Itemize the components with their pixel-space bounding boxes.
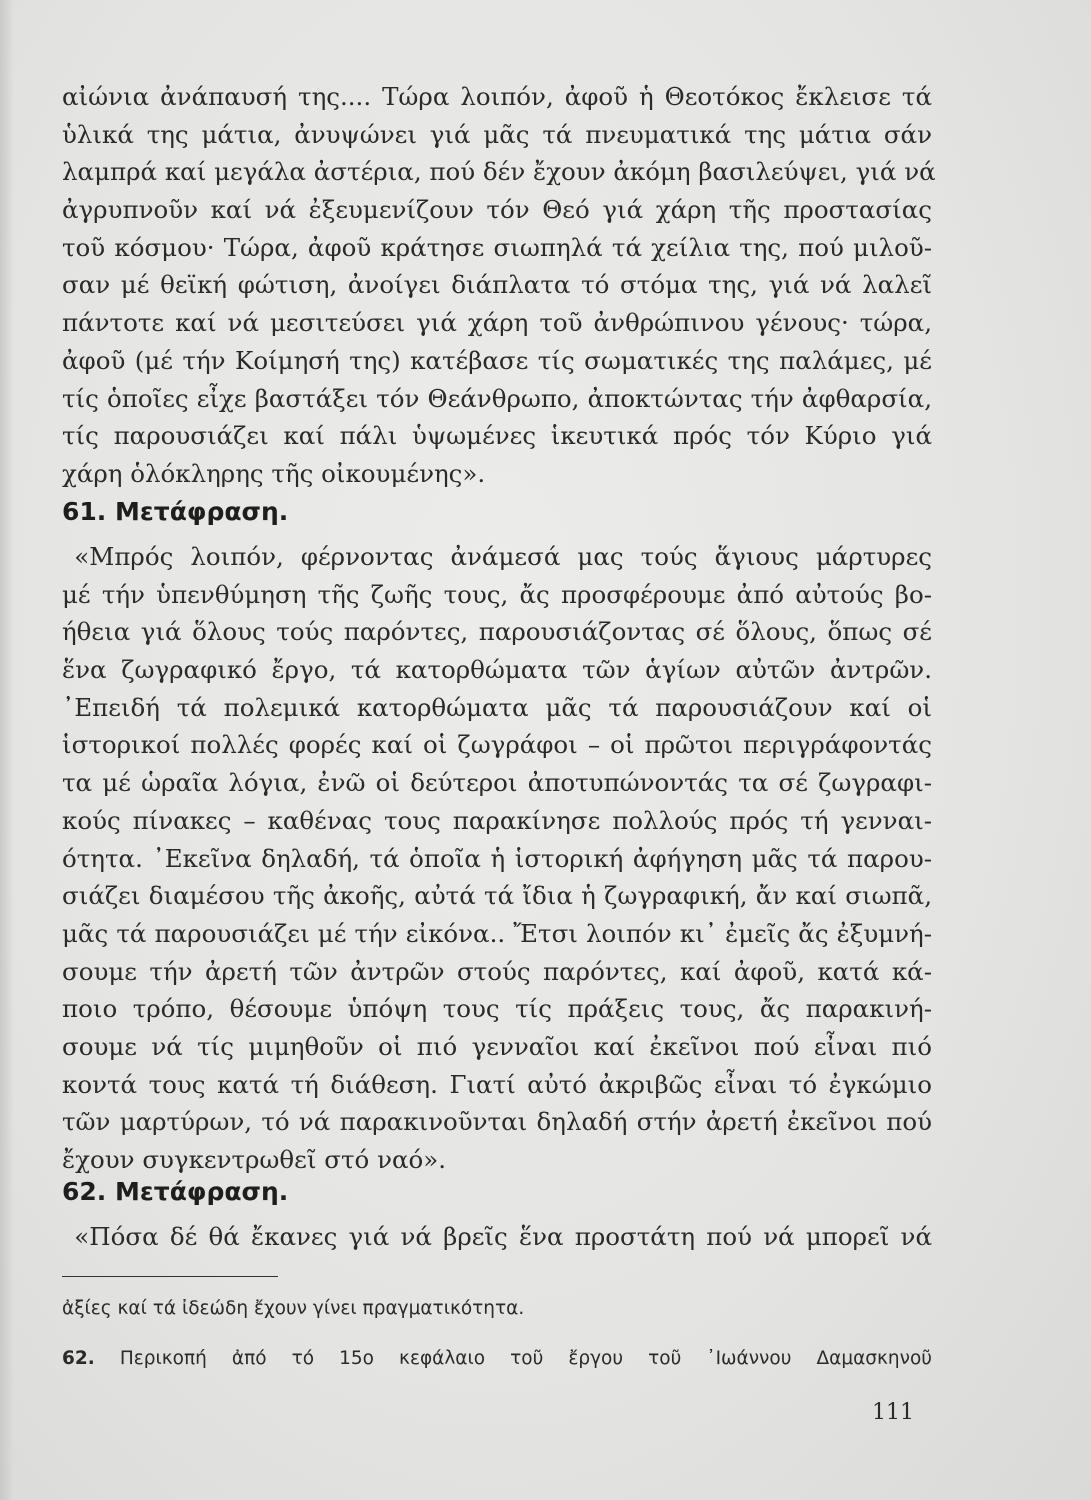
text-line: τίς παρουσιάζει καί πάλι ὑψωμένες ἱκευτικά πρός τόν Κύριο γιά bbox=[62, 421, 932, 451]
text-line: ὑλικά της μάτια, ἀνυψώνει γιά μᾶς τά πνευματικά της μάτια σάν bbox=[62, 119, 932, 149]
footnote-text: Περικοπή ἀπό τό 15ο κεφάλαιο τοῦ ἔργου τοῦ ᾿Ιωάννου Δαμασκηνοῦ bbox=[119, 1348, 932, 1369]
text-line: σιάζει διαμέσου τῆς ἀκοῆς, αὐτά τά ἴδια ἡ ζωγραφική, ἄν καί σιωπᾶ, bbox=[62, 881, 932, 911]
text-line: λαμπρά καί μεγάλα ἀστέρια, πού δέν ἔχουν ἀκόμη βασιλεύψει, γιά νά bbox=[62, 157, 936, 187]
text-line: ότητα. ᾿Εκεῖνα δηλαδή, τά ὁποῖα ἡ ἱστορική ἀφήγηση μᾶς τά παρου- bbox=[62, 843, 932, 873]
section-heading-62: 62. Μετάφραση. bbox=[62, 1177, 289, 1206]
text-line: «Μπρός λοιπόν, φέρνοντας ἀνάμεσά μας τούς ἅγιους μάρτυρες bbox=[74, 542, 932, 571]
text-line: ἕνα ζωγραφικό ἔργο, τά κατορθώματα τῶν ἁγίων αὐτῶν ἀντρῶν. bbox=[62, 655, 932, 685]
text-line: ἀφοῦ (μέ τήν Κοίμησή της) κατέβασε τίς σωματικές της παλάμες, μέ bbox=[62, 345, 932, 375]
text-line: ἔχουν συγκεντρωθεῖ στό ναό». bbox=[62, 1145, 447, 1174]
text-line: ἱστορικοί πολλές φορές καί οἱ ζωγράφοι – οἱ πρῶτοι περιγράφοντάς bbox=[62, 730, 932, 760]
text-line: χάρη ὁλόκληρης τῆς οἰκουμένης». bbox=[62, 458, 486, 488]
text-line: τοῦ κόσμου· Τώρα, ἀφοῦ κράτησε σιωπηλά τά χείλια της, πού μιλοῦ- bbox=[62, 232, 932, 262]
text-line: «Πόσα δέ θά ἔκανες γιά νά βρεῖς ἕνα προστάτη πού νά μπορεῖ νά bbox=[74, 1222, 932, 1251]
text-line: ᾿Επειδή τά πολεμικά κατορθώματα μᾶς τά παρουσιάζουν καί οἱ bbox=[62, 692, 932, 722]
footnote-continued: ἀξίες καί τά ἰδεώδη ἔχουν γίνει πραγματικότητα. bbox=[62, 1298, 525, 1319]
text-line: σαν μέ θεϊκή φώτιση, ἀνοίγει διάπλατα τό στόμα της, γιά νά λαλεῖ bbox=[62, 270, 932, 300]
text-line: πάντοτε καί νά μεσιτεύσει γιά χάρη τοῦ ἀνθρώπινου γένους· τώρα, bbox=[62, 308, 932, 338]
footnote-62 bbox=[62, 1348, 932, 1369]
text-line: τα μέ ὡραῖα λόγια, ἐνῶ οἱ δεύτεροι ἀποτυπώνοντάς τα σέ ζωγραφι- bbox=[62, 768, 932, 798]
footnote-divider bbox=[62, 1276, 278, 1277]
paragraph-continued bbox=[62, 78, 936, 493]
text-line: τίς ὁποῖες εἶχε βαστάξει τόν Θεάνθρωπο, ἀποκτώντας τήν ἀφθαρσία, bbox=[62, 383, 932, 413]
text-line: ἀγρυπνοῦν καί νά ἐξευμενίζουν τόν Θεό γιά χάρη τῆς προστασίας bbox=[62, 195, 932, 225]
text-line: αἰώνια ἀνάπαυσή της.... Τώρα λοιπόν, ἀφοῦ ἡ Θεοτόκος ἔκλεισε τά bbox=[62, 82, 932, 111]
section-heading-61: 61. Μετάφραση. bbox=[62, 497, 289, 526]
text-line: κούς πίνακες – καθένας τους παρακίνησε πολλούς πρός τή γενναι- bbox=[62, 805, 932, 835]
paragraph-translation-61 bbox=[62, 538, 932, 1179]
spine-shadow bbox=[0, 0, 14, 1500]
text-line: κοντά τους κατά τή διάθεση. Γιατί αὐτό ἀκριβῶς εἶναι τό ἐγκώμιο bbox=[62, 1069, 932, 1099]
text-line: ήθεια γιά ὅλους τούς παρόντες, παρουσιάζοντας σέ ὅλους, ὅπως σέ bbox=[62, 617, 932, 647]
text-line: σουμε τήν ἀρετή τῶν ἀντρῶν στούς παρόντες, καί ἀφοῦ, κατά κά- bbox=[62, 956, 932, 986]
text-line: τῶν μαρτύρων, τό νά παρακινοῦνται δηλαδή στήν ἀρετή ἐκεῖνοι πού bbox=[62, 1107, 932, 1137]
page-number: 111 bbox=[872, 1400, 914, 1425]
text-line: σουμε νά τίς μιμηθοῦν οἱ πιό γενναῖοι καί ἐκεῖνοι πού εἶναι πιό bbox=[62, 1031, 932, 1061]
paragraph-translation-62 bbox=[62, 1218, 932, 1256]
footnote-number: 62. bbox=[62, 1348, 95, 1369]
text-line: μέ τήν ὑπενθύμηση τῆς ζωῆς τους, ἄς προσφέρουμε ἀπό αὐτούς βο- bbox=[62, 579, 932, 609]
text-line: ποιο τρόπο, θέσουμε ὑπόψη τους τίς πράξεις τους, ἄς παρακινή- bbox=[62, 994, 932, 1024]
text-line: μᾶς τά παρουσιάζει μέ τήν εἰκόνα.. Ἔτσι λοιπόν κι᾿ ἐμεῖς ἄς ἐξυμνή- bbox=[62, 918, 932, 948]
